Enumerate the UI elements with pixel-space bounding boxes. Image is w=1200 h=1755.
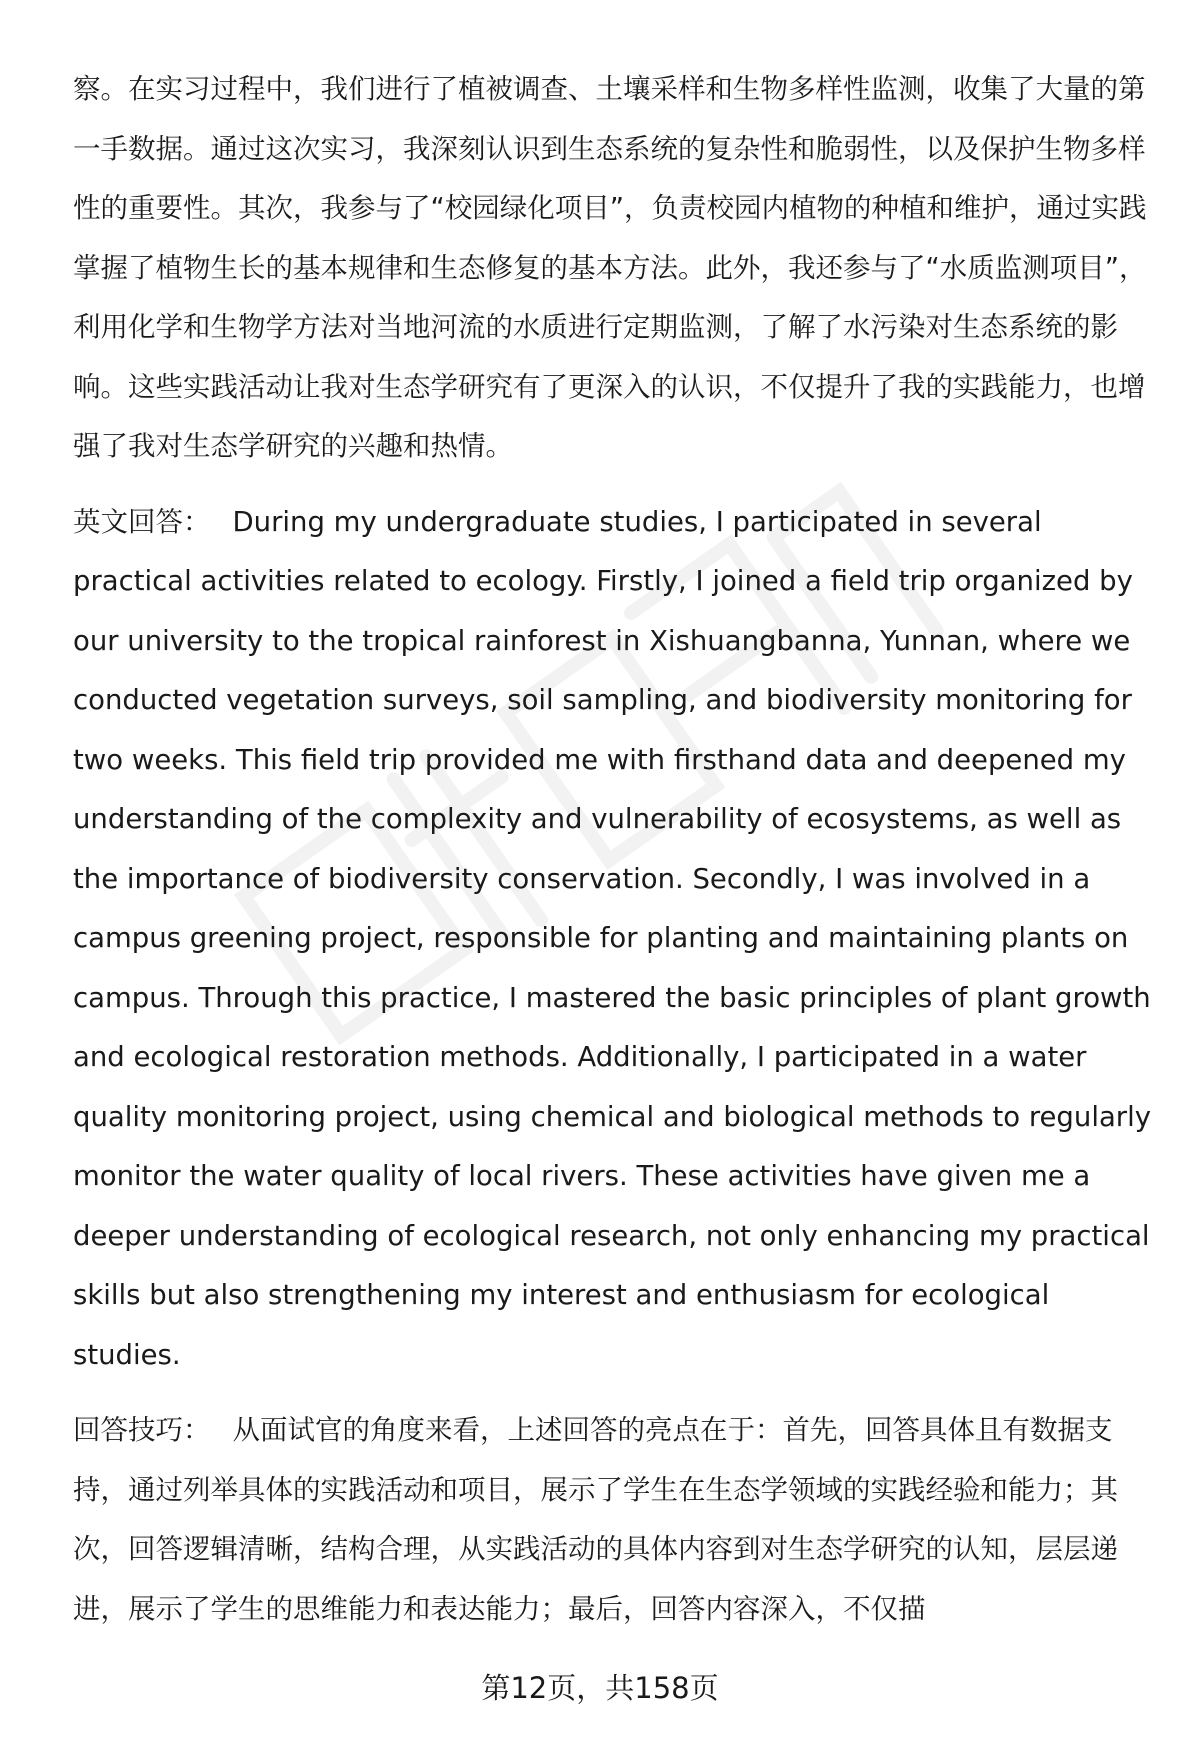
answer-tips-label: 回答技巧： (73, 1414, 211, 1446)
paragraph-answer-tips (73, 1401, 1158, 1639)
english-answer-label: 英文回答： (73, 505, 211, 538)
english-answer-text: During my undergraduate studies, I participated in several practical activities related to ecology. Firstly, I joined a field trip organized by our university to the tropical rainforest in Xishuangbanna, Yunnan, where we conducted vegetation surveys, soil sampling, and biodiversity monitoring for two weeks. This field trip provided me with firsthand data and deepened my understanding of the complexity and vulnerability of ecosystems, as well as the importance of biodiversity conservation. Secondly, I was involved in a campus greening project, responsible for planting and maintaining plants on campus. Through this practice, I mastered the basic principles of plant growth and ecological restoration methods. Additionally, I participated in a water quality monitoring project, using chemical and biological methods to regularly monitor the water quality of local rivers. These activities have given me a deeper understanding of ecological research, not only enhancing my practical skills but also strengthening my interest and enthusiasm for ecological studies. (73, 505, 1152, 1371)
page-number-footer: 第12页，共158页 (481, 1671, 719, 1705)
paragraph-chinese-continuation: 察。在实习过程中，我们进行了植被调查、土壤采样和生物多样性监测，收集了大量的第一手数据。通过这次实习，我深刻认识到生态系统的复杂性和脆弱性，以及保护生物多样性的重要性。其次，我参与了“校园绿化项目”，负责校园内植物的种植和维护，通过实践掌握了植物生长的基本规律和生态修复的基本方法。此外，我还参与了“水质监测项目”，利用化学和生物学方法对当地河流的水质进行定期监测，了解了水污染对生态系统的影响。这些实践活动让我对生态学研究有了更深入的认识，不仅提升了我的实践能力，也增强了我对生态学研究的兴趣和热情。 (73, 73, 1147, 462)
paragraph-english-answer (73, 493, 1158, 1386)
page-content (73, 60, 1158, 1655)
answer-tips-text: 从面试官的角度来看，上述回答的亮点在于：首先，回答具体且有数据支持，通过列举具体的实践活动和项目，展示了学生在生态学领域的实践经验和能力；其次，回答逻辑清晰，结构合理，从实践活动的具体内容到对生态学研究的认知，层层递进，展示了学生的思维能力和表达能力；最后，回答内容深入，不仅描 (73, 1414, 1118, 1625)
